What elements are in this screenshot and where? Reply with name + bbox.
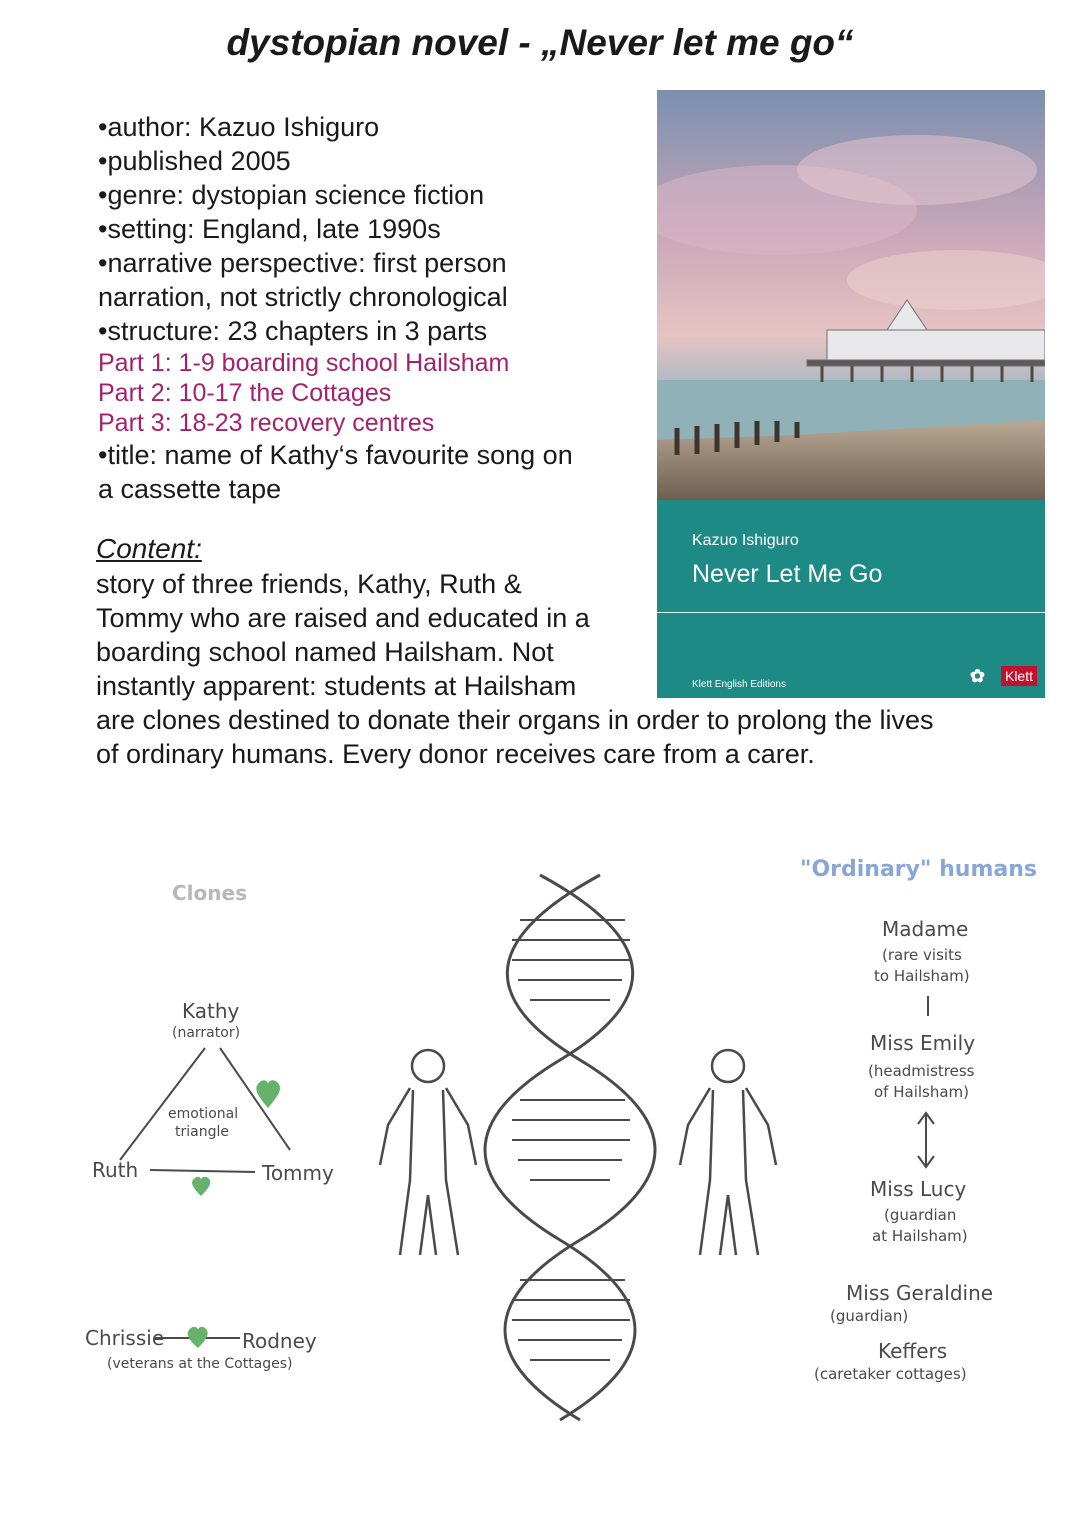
cover-title: Never Let Me Go bbox=[692, 560, 883, 588]
kathy-label: Kathy bbox=[182, 999, 240, 1023]
part-2: Part 2: 10-17 the Cottages bbox=[98, 379, 392, 407]
madame-label: Madame bbox=[882, 917, 969, 941]
lucy-note-cont: at Hailsham) bbox=[872, 1227, 968, 1245]
lucy-label: Miss Lucy bbox=[870, 1177, 967, 1201]
fact-setting: •setting: England, late 1990s bbox=[98, 214, 441, 244]
clones-heading: Clones bbox=[172, 881, 247, 905]
content-line: are clones destined to donate their organs in order to prolong the lives bbox=[96, 705, 934, 735]
content-line: of ordinary humans. Every donor receives care from a carer. bbox=[96, 739, 815, 769]
publisher-logo-icon: ✿ bbox=[969, 666, 985, 686]
book-cover bbox=[657, 90, 1045, 698]
fact-published: •published 2005 bbox=[98, 146, 291, 176]
humans-heading: "Ordinary" humans bbox=[800, 857, 1037, 882]
content-line: Tommy who are raised and educated in a bbox=[96, 603, 590, 633]
cover-author: Kazuo Ishiguro bbox=[692, 532, 799, 549]
character-diagram bbox=[0, 800, 1080, 1460]
veterans-note: (veterans at the Cottages) bbox=[107, 1356, 293, 1372]
fact-genre: •genre: dystopian science fiction bbox=[98, 180, 485, 210]
keffers-note: (caretaker cottages) bbox=[814, 1365, 967, 1383]
content-line: story of three friends, Kathy, Ruth & bbox=[96, 569, 522, 599]
heart-icon bbox=[192, 1177, 210, 1196]
ruth-label: Ruth bbox=[92, 1158, 139, 1182]
content-line: boarding school named Hailsham. Not bbox=[96, 637, 554, 667]
cover-photo bbox=[657, 90, 1045, 500]
fact-author: •author: Kazuo Ishiguro bbox=[98, 112, 380, 142]
chrissie-label: Chrissie bbox=[85, 1326, 165, 1350]
emily-note-cont: of Hailsham) bbox=[874, 1083, 970, 1101]
tommy-label: Tommy bbox=[262, 1161, 334, 1185]
geraldine-label: Miss Geraldine bbox=[846, 1281, 994, 1305]
heart-icon bbox=[188, 1327, 208, 1348]
kathy-role: (narrator) bbox=[172, 1025, 241, 1041]
book-facts bbox=[98, 110, 658, 506]
content-heading: Content: bbox=[96, 533, 202, 564]
lucy-note: (guardian bbox=[884, 1206, 957, 1224]
madame-note-cont: to Hailsham) bbox=[874, 967, 970, 985]
cover-edition: Klett English Editions bbox=[692, 679, 786, 690]
part-3: Part 3: 18-23 recovery centres bbox=[98, 409, 435, 437]
person-icon bbox=[380, 1050, 476, 1255]
content-line: instantly apparent: students at Hailsham bbox=[96, 671, 577, 701]
keffers-label: Keffers bbox=[878, 1339, 948, 1363]
geraldine-note: (guardian) bbox=[830, 1307, 909, 1325]
emily-note: (headmistress bbox=[868, 1062, 975, 1080]
triangle-label: emotional bbox=[168, 1106, 239, 1122]
madame-note: (rare visits bbox=[882, 946, 962, 964]
double-arrow-icon bbox=[918, 1113, 934, 1167]
emily-label: Miss Emily bbox=[870, 1031, 976, 1055]
page-title: dystopian novel - „Never let me go“ bbox=[226, 22, 854, 63]
person-icon bbox=[680, 1050, 776, 1255]
cover-band bbox=[657, 500, 1045, 698]
part-1: Part 1: 1-9 boarding school Hailsham bbox=[98, 349, 510, 377]
rodney-label: Rodney bbox=[242, 1329, 317, 1353]
triangle-label-cont: triangle bbox=[175, 1124, 229, 1140]
fact-narrative-cont: narration, not strictly chronological bbox=[98, 282, 508, 312]
fact-title-cont: a cassette tape bbox=[98, 474, 282, 504]
fact-structure: •structure: 23 chapters in 3 parts bbox=[98, 316, 488, 346]
fact-narrative: •narrative perspective: first person bbox=[98, 248, 507, 278]
heart-icon bbox=[256, 1080, 280, 1108]
fact-title: •title: name of Kathy‘s favourite song on bbox=[98, 440, 573, 470]
dna-helix-icon bbox=[485, 875, 655, 1420]
publisher-logo: Klett bbox=[1001, 666, 1037, 686]
cover-divider bbox=[657, 612, 1045, 613]
